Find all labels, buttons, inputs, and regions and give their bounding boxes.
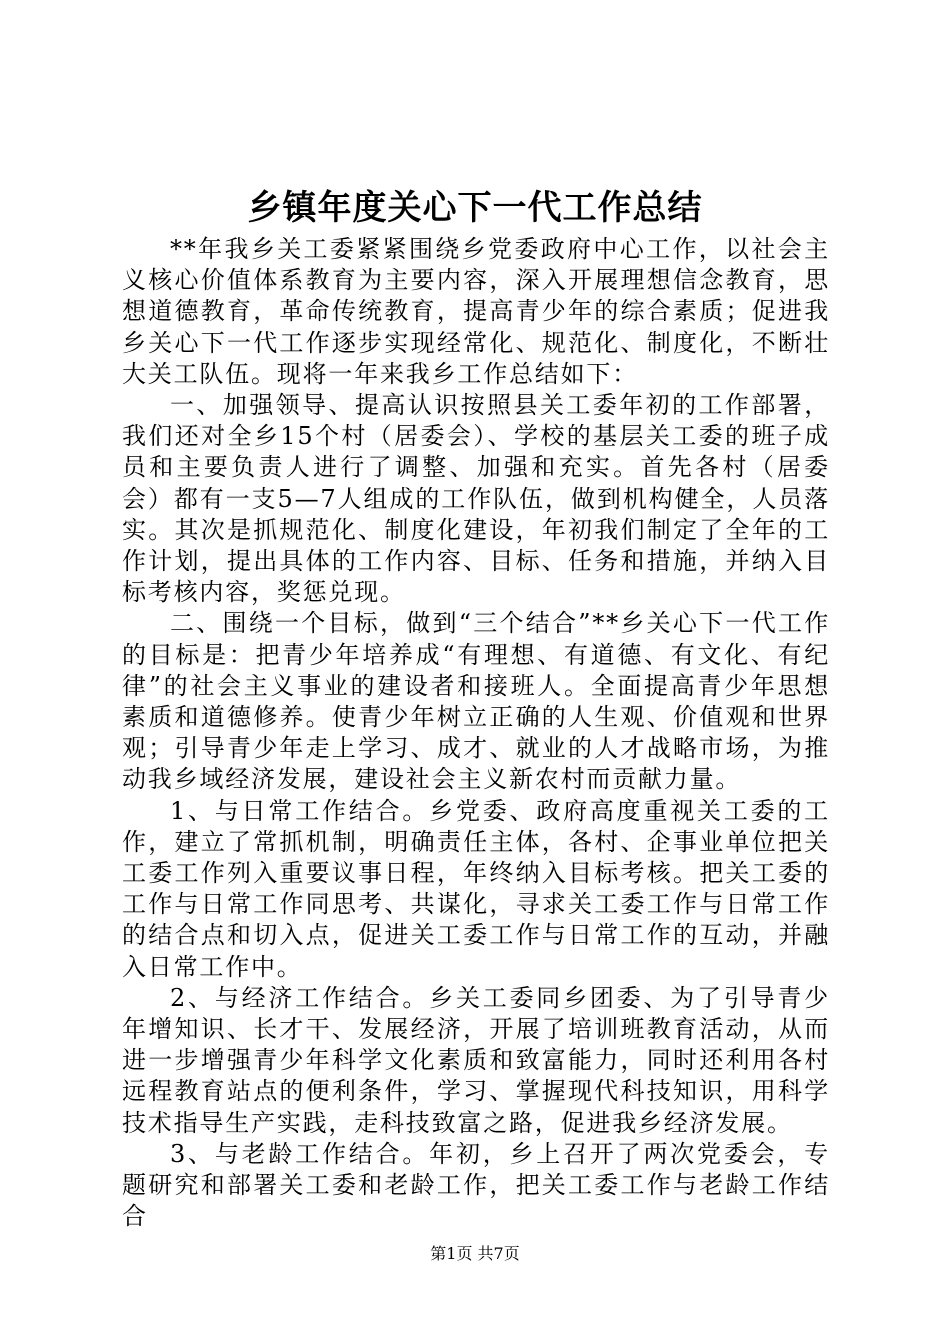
- document-title: 乡镇年度关心下一代工作总结: [247, 188, 703, 228]
- paragraph-section-2: 二、围绕一个目标，做到“三个结合”**乡关心下一代工作的目标是：把青少年培养成“有理想、有道德、有文化、有纪律”的社会主义事业的建设者和接班人。全面提高青少年思想素质和道德修养。使青少年树立正确的人生观、价值观和世界观；引导青少年走上学习、成才、就业的人才战略市场，为推动我乡域经济发展，建设社会主义新农村而贡献力量。: [122, 609, 830, 794]
- paragraph-item-2: 2、与经济工作结合。乡关工委同乡团委、为了引导青少年增知识、长才干、发展经济，开展了培训班教育活动，从而进一步增强青少年科学文化素质和致富能力，同时还利用各村远程教育站点的便利条件，学习、掌握现代科技知识，用科学技术指导生产实践，走科技致富之路，促进我乡经济发展。: [122, 983, 830, 1137]
- page-number-footer: 第1页 共7页: [430, 1244, 520, 1263]
- document-body: [122, 234, 830, 1233]
- paragraph-intro: **年我乡关工委紧紧围绕乡党委政府中心工作，以社会主义核心价值体系教育为主要内容，深入开展理想信念教育，思想道德教育，革命传统教育，提高青少年的综合素质；促进我乡关心下一代工作逐步实现经常化、规范化、制度化，不断壮大关工队伍。现将一年来我乡工作总结如下：: [122, 235, 830, 388]
- paragraph-section-1: 一、加强领导、提高认识按照县关工委年初的工作部署，我们还对全乡15个村（居委会）、学校的基层关工委的班子成员和主要负责人进行了调整、加强和充实。首先各村（居委会）都有一支5—7人组成的工作队伍，做到机构健全，人员落实。其次是抓规范化、制度化建设，年初我们制定了全年的工作计划，提出具体的工作内容、目标、任务和措施，并纳入目标考核内容，奖惩兑现。: [122, 391, 830, 607]
- paragraph-item-1: 1、与日常工作结合。乡党委、政府高度重视关工委的工作，建立了常抓机制，明确责任主体，各村、企事业单位把关工委工作列入重要议事日程，年终纳入目标考核。把关工委的工作与日常工作同思考、共谋化，寻求关工委工作与日常工作的结合点和切入点，促进关工委工作与日常工作的互动，并融入日常工作中。: [122, 796, 830, 981]
- paragraph-item-3: 3、与老龄工作结合。年初，乡上召开了两次党委会，专题研究和部署关工委和老龄工作，把关工委工作与老龄工作结合: [122, 1139, 830, 1231]
